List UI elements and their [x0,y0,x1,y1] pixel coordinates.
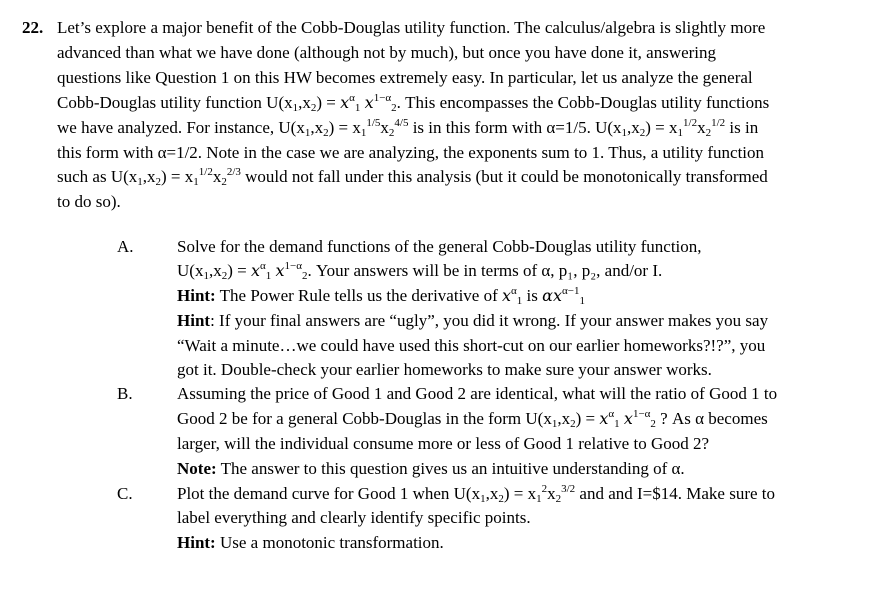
part-a-text: . Your answers will be in terms of α, p₁, p₂, and/or I. [307,261,663,280]
subscript: 2 [705,127,712,139]
subscript: 1 [360,127,367,139]
intro-line-1: Let’s explore a major benefit of the Cobb-Douglas utility function. The calculus/algebra is slightly more [57,18,766,37]
subscript: 2 [639,127,646,139]
intro-line-8: to do so). [57,192,121,211]
math-text: x [561,409,571,428]
subscript: 2 [221,176,227,188]
math-var: x [599,409,609,428]
subscript: 1 [614,418,620,430]
superscript: α [259,260,266,272]
math-text: x [184,167,194,186]
intro-text: Cobb-Douglas utility function U(x [57,93,293,112]
part-a-line-1: Solve for the demand functions of the general Cobb-Douglas utility function, [177,237,702,256]
math-var: x [502,286,512,305]
subscript: 2 [388,127,395,139]
intro-text: is in [725,118,759,137]
subscript: 1 [354,102,361,114]
math-text: x [380,118,389,137]
math-text: , [142,167,148,186]
superscript: 1/2 [198,166,213,178]
part-a-letter: A. [117,237,134,256]
hint-text: The Power Rule tells us the derivative of [215,286,502,305]
math-text: ) = [316,93,341,112]
part-c-line-2: label everything and clearly identify specific points. [177,508,531,527]
superscript: 2 [541,483,548,495]
intro-text: such as U(x [57,167,138,186]
hint-label: Hint: [177,533,216,552]
math-text: x [212,167,222,186]
hint-label: Hint: [177,286,216,305]
subscript: 2 [555,493,562,505]
part-c-line-1 [177,484,775,504]
math-text: x [669,118,678,137]
intro-line-4 [57,93,769,113]
superscript: 1/5 [366,117,381,129]
intro-text: . This encompasses the Cobb-Douglas utility functions [396,93,770,112]
math-text: , [310,118,315,137]
part-b-letter: B. [117,384,133,403]
superscript: 4/5 [394,117,409,129]
math-text: ) = [645,118,670,137]
subscript: 1 [579,295,585,307]
superscript: 1−α [373,92,392,104]
intro-line-7 [57,167,768,187]
hint-label: Hint [177,311,211,330]
note-text: The answer to this question gives us an intuitive understanding of α. [216,459,685,478]
intro-line-3: questions like Question 1 on this HW becomes extremely easy. In particular, let us analyze the general [57,68,753,87]
subscript: 2 [310,102,317,114]
math-text: , [627,118,632,137]
superscript: α [608,408,615,420]
superscript: α [349,92,355,104]
subscript: 1 [536,493,542,505]
math-text: x [527,484,537,503]
superscript: 2/3 [226,166,241,178]
part-b-line-3: larger, will the individual consume more or less of Good 1 relative to Good 2? [177,434,710,453]
math-var: x [250,261,260,280]
subscript: 1 [265,270,272,282]
part-c-hint [177,533,444,553]
hint-text: Use a monotonic transformation. [215,533,444,552]
math-var: x [552,286,562,305]
superscript: α−1 [561,285,580,297]
subscript: 1 [137,176,143,188]
superscript: α [511,285,517,297]
subscript: 2 [221,270,228,282]
subscript: 2 [391,102,397,114]
math-text: ) = [575,409,600,428]
intro-text: is in this form with α=1/5. U(x [408,118,622,137]
superscript: 1−α [284,260,302,272]
math-text: U(x [177,261,204,280]
subscript: 1 [203,270,209,282]
math-text: x [213,261,222,280]
math-text: , [208,261,214,280]
part-b-note [177,459,685,479]
superscript: 1/2 [711,117,726,129]
subscript: 2 [498,493,504,505]
math-var: x [275,261,285,280]
subscript: 1 [480,493,486,505]
hint-text: : If your final answers are “ugly”, you did it wrong. If your answer makes you say [210,311,769,330]
math-text: x [352,118,361,137]
math-text: x [314,118,324,137]
subscript: 2 [570,418,576,430]
subscript: 1 [304,127,311,139]
math-text: ) = [161,167,185,186]
math-text: x [489,484,499,503]
part-a-line-2 [177,261,662,281]
subscript: 2 [155,176,162,188]
superscript: 1/2 [683,117,698,129]
superscript: 1−α [632,408,651,420]
part-b-line-2 [177,409,768,429]
intro-line-6: this form with α=1/2. Note in the case we are analyzing, the exponents sum to 1. Thus, a utility function [57,143,765,162]
math-text: , [298,93,303,112]
intro-text: would not fall under this analysis (but it could be monotonically transformed [240,167,768,186]
superscript: 3/2 [561,483,576,495]
subscript: 2 [302,270,308,282]
part-b-text: Good 2 be for a general Cobb-Douglas in the form U(x [177,409,552,428]
math-var: x [623,409,633,428]
math-text: ) = [503,484,528,503]
subscript: 1 [551,418,558,430]
math-var: α [542,286,553,305]
part-c-text: and and I=$14. Make sure to [575,484,776,503]
part-a-hint-1 [177,286,585,306]
math-var: x [364,93,374,112]
math-text: x [631,118,640,137]
part-c-text: Plot the demand curve for Good 1 when U(x [177,484,481,503]
question-number: 22. [22,18,44,37]
math-text: x [302,93,311,112]
note-label: Note: [177,459,217,478]
subscript: 2 [323,127,329,139]
math-text: ) = [227,261,251,280]
part-a-line-6: got it. Double-check your earlier homeworks to make sure your answer works. [177,360,712,379]
subscript: 1 [677,127,684,139]
part-a-hint-2 [177,311,768,331]
part-c-letter: C. [117,484,133,503]
math-text: , [485,484,490,503]
part-b-text: ? As α becomes [655,409,768,428]
part-a-line-5: “Wait a minute…we could have used this short-cut on our earlier homeworks?!?”, you [177,336,766,355]
subscript: 1 [193,176,199,188]
math-text: x [547,484,556,503]
hint-text: is [522,286,543,305]
math-text: , [557,409,562,428]
subscript: 1 [292,102,299,114]
math-text: x [697,118,706,137]
intro-line-2: advanced than what we have done (although not by much), but once you have done it, answering [57,43,717,62]
subscript: 1 [516,295,523,307]
subscript: 1 [621,127,628,139]
intro-text: we have analyzed. For instance, U(x [57,118,305,137]
math-text: x [147,167,156,186]
math-text: ) = [328,118,353,137]
subscript: 2 [650,418,656,430]
math-var: x [340,93,350,112]
part-b-line-1: Assuming the price of Good 1 and Good 2 are identical, what will the ratio of Good 1 to [177,384,778,403]
intro-line-5 [57,118,758,138]
